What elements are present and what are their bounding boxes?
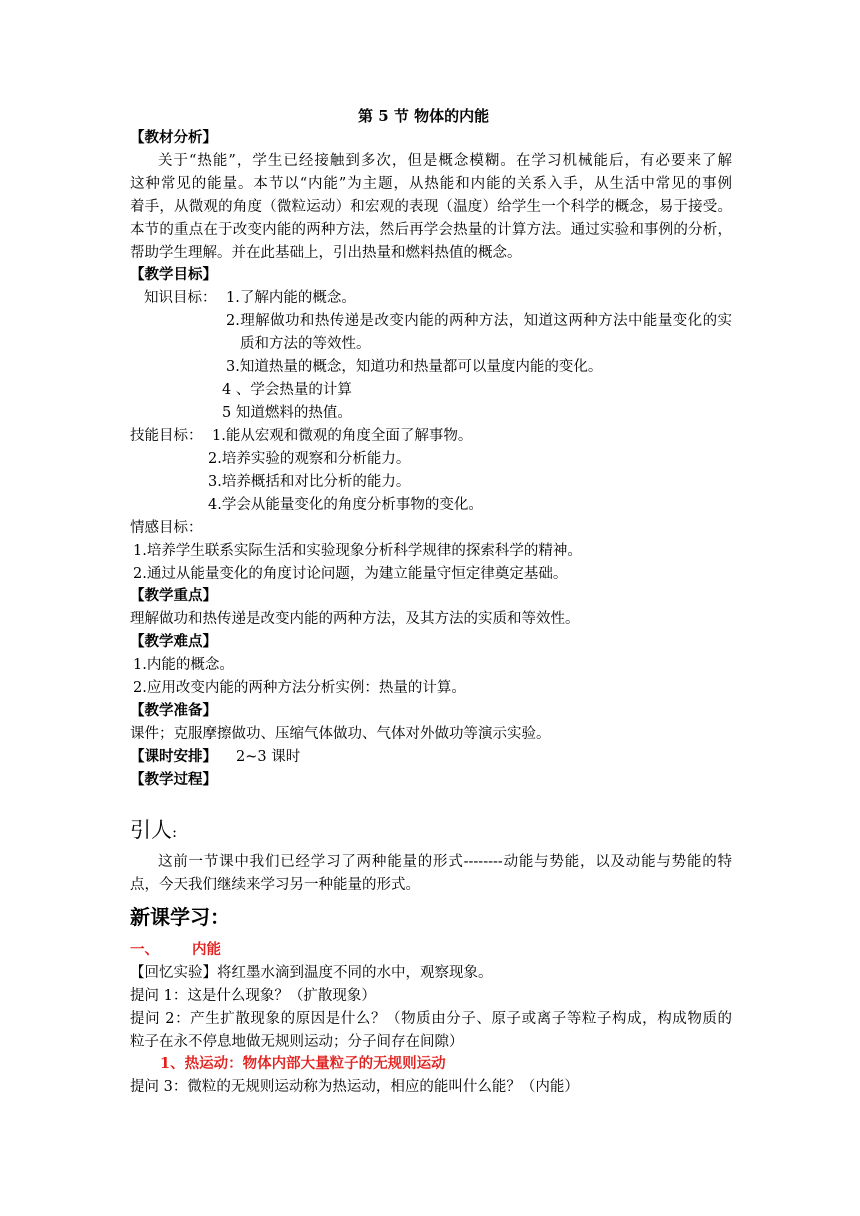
new-lesson-heading: 新课学习： bbox=[130, 905, 230, 929]
key-point-heading: 【教学重点】 bbox=[130, 587, 217, 604]
skill-item-2: 2.培养实验的观察和分析能力。 bbox=[208, 451, 411, 467]
knowledge-item-2: 2.理解做功和热传递是改变内能的两种方法，知道这两种方法中能量变化的实 bbox=[226, 313, 732, 329]
difficulty-item-1: 1.内能的概念。 bbox=[133, 657, 234, 673]
schedule-text: 2~3 课时 bbox=[236, 749, 301, 765]
intro-heading-text: 引人 bbox=[130, 818, 172, 842]
skill-label: 技能目标： bbox=[130, 428, 203, 444]
knowledge-item-2-cont: 质和方法的等效性。 bbox=[240, 336, 371, 352]
preparation-heading: 【教学准备】 bbox=[130, 702, 217, 719]
recall-experiment: 【回忆实验】将红墨水滴到温度不同的水中，观察现象。 bbox=[130, 965, 493, 981]
knowledge-item-5: 5 知道燃料的热值。 bbox=[222, 405, 352, 421]
difficulty-item-2: 2.应用改变内能的两种方法分析实例：热量的计算。 bbox=[133, 680, 466, 696]
section-number: 一、 bbox=[130, 941, 159, 958]
analysis-line-3: 着手，从微观的角度（微粒运动）和宏观的表现（温度）给学生一个科学的概念，易于接受。 bbox=[130, 199, 732, 215]
analysis-line-4: 本节的重点在于改变内能的两种方法，然后再学会热量的计算方法。通过实验和事例的分析， bbox=[130, 222, 732, 238]
question-3: 提问 3：微粒的无规则运动称为热运动，相应的能叫什么能？（内能） bbox=[130, 1079, 579, 1095]
emotion-item-1: 1.培养学生联系实际生活和实验现象分析科学规律的探索科学的精神。 bbox=[133, 543, 582, 559]
intro-line-1: 这前一节课中我们已经学习了两种能量的形式--------动能与势能，以及动能与势能的特 bbox=[158, 854, 732, 870]
intro-heading-colon: : bbox=[172, 823, 178, 841]
analysis-heading: 【教材分析】 bbox=[130, 129, 217, 146]
question-2-line-2: 粒子在永不停息地做无规则运动；分子间存在间隙） bbox=[130, 1034, 464, 1050]
analysis-line-1: 关于“热能”，学生已经接触到多次，但是概念模糊。在学习机械能后，有必要来了解 bbox=[158, 153, 732, 169]
schedule-heading: 【课时安排】 bbox=[130, 748, 217, 765]
goals-heading: 【教学目标】 bbox=[130, 266, 217, 283]
knowledge-item-4: 4 、学会热量的计算 bbox=[222, 382, 352, 398]
knowledge-item-3: 3.知道热量的概念，知道功和热量都可以量度内能的变化。 bbox=[226, 359, 603, 375]
question-2-line-1: 提问 2：产生扩散现象的原因是什么？（物质由分子、原子或离子等粒子构成，构成物质的 bbox=[130, 1011, 732, 1027]
skill-item-1: 1.能从宏观和微观的角度全面了解事物。 bbox=[212, 428, 473, 444]
question-1: 提问 1：这是什么现象？（扩散现象） bbox=[130, 988, 376, 1004]
difficulty-heading: 【教学难点】 bbox=[130, 633, 217, 650]
analysis-line-2: 这种常见的能量。本节以“内能”为主题，从热能和内能的关系入手，从生活中常见的事例 bbox=[130, 176, 732, 192]
knowledge-item-1: 1.了解内能的概念。 bbox=[226, 290, 356, 306]
thermal-motion-definition: 1、热运动：物体内部大量粒子的无规则运动 bbox=[160, 1055, 446, 1072]
section-title: 内能 bbox=[192, 941, 221, 958]
knowledge-label: 知识目标： bbox=[144, 290, 217, 306]
preparation-text: 课件；克服摩擦做功、压缩气体做功、气体对外做功等演示实验。 bbox=[130, 726, 551, 742]
emotion-label: 情感目标： bbox=[130, 520, 203, 536]
page-title: 第 5 节 物体的内能 bbox=[358, 107, 490, 125]
skill-item-4: 4.学会从能量变化的角度分析事物的变化。 bbox=[208, 497, 483, 513]
emotion-item-2: 2.通过从能量变化的角度讨论问题，为建立能量守恒定律奠定基础。 bbox=[133, 566, 568, 582]
intro-heading bbox=[130, 816, 177, 846]
key-point-text: 理解做功和热传递是改变内能的两种方法，及其方法的实质和等效性。 bbox=[130, 611, 580, 627]
analysis-line-5: 帮助学生理解。并在此基础上，引出热量和燃料热值的概念。 bbox=[130, 245, 522, 261]
skill-item-3: 3.培养概括和对比分析的能力。 bbox=[208, 474, 411, 490]
process-heading: 【教学过程】 bbox=[130, 771, 217, 788]
intro-line-2: 点，今天我们继续来学习另一种能量的形式。 bbox=[130, 877, 420, 893]
